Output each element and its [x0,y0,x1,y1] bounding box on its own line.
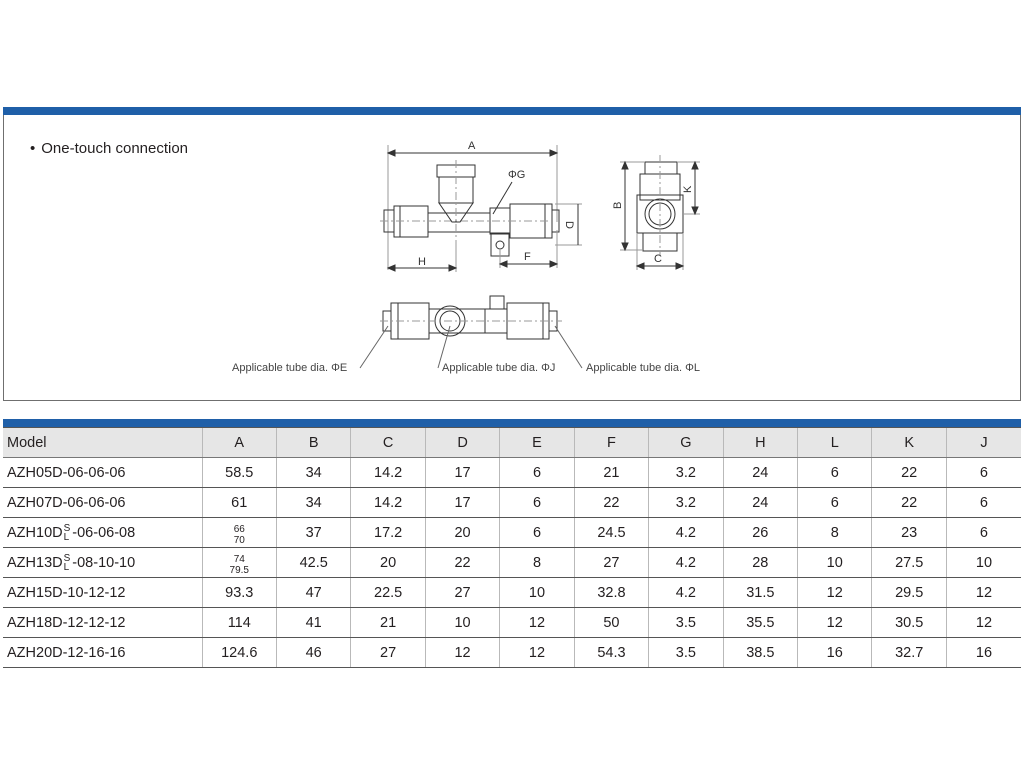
cell-b: 34 [276,488,350,518]
dim-g-label: ΦG [508,169,526,181]
dim-f-label: F [524,251,531,263]
col-header: F [574,428,648,458]
cell-k: 32.7 [872,638,946,668]
cell-d: 27 [425,578,499,608]
cell-d: 17 [425,488,499,518]
cell-j: 6 [946,488,1021,518]
model-cell [3,518,202,548]
cell-d: 10 [425,608,499,638]
cell-j: 12 [946,608,1021,638]
callout-e: Applicable tube dia. ΦE [232,362,348,374]
cell-a: 124.6 [202,638,276,668]
cell-k: 22 [872,488,946,518]
cell-e: 6 [500,518,574,548]
cell-l: 16 [798,638,872,668]
model-suffix: -06-06-08 [72,524,136,541]
cell-f: 24.5 [574,518,648,548]
table-row [3,458,1021,488]
table-row [3,608,1021,638]
dim-k-label: K [682,185,694,193]
cell-b: 41 [276,608,350,638]
cell-f: 21 [574,458,648,488]
model-cell [3,488,202,518]
cell-f: 27 [574,548,648,578]
cell-h: 24 [723,458,797,488]
model-prefix: AZH15D-10-12-12 [7,584,126,601]
variant-s: S [63,522,71,534]
table-accent-bar [3,419,1021,427]
table-row [3,518,1021,548]
side-view [612,155,700,270]
model-cell [3,458,202,488]
cell-l: 10 [798,548,872,578]
a-value-s: 66 [233,523,245,535]
cell-f: 22 [574,488,648,518]
cell-f: 54.3 [574,638,648,668]
cell-d: 22 [425,548,499,578]
col-header: J [946,428,1021,458]
cell-c: 22.5 [351,578,425,608]
cell-c: 14.2 [351,458,425,488]
dimension-table [3,427,1021,668]
cell-c: 14.2 [351,488,425,518]
table-row [3,488,1021,518]
cell-a: 114 [202,608,276,638]
a-value-s: 74 [233,553,245,565]
model-prefix: AZH07D-06-06-06 [7,494,126,511]
dim-h-label: H [418,256,426,268]
model-cell [3,578,202,608]
cell-f: 32.8 [574,578,648,608]
col-header: D [425,428,499,458]
table-row [3,578,1021,608]
col-header: B [276,428,350,458]
cell-k: 30.5 [872,608,946,638]
variant-s: S [63,552,71,564]
cell-f: 50 [574,608,648,638]
model-cell [3,548,202,578]
cell-l: 6 [798,458,872,488]
cell-e: 6 [500,458,574,488]
cell-c: 20 [351,548,425,578]
model-prefix: AZH05D-06-06-06 [7,464,126,481]
cell-j: 6 [946,518,1021,548]
col-header: Model [3,428,202,458]
cell-c: 27 [351,638,425,668]
cell-g: 4.2 [649,548,723,578]
cell-k: 23 [872,518,946,548]
col-header: A [202,428,276,458]
cell-e: 8 [500,548,574,578]
model-cell [3,608,202,638]
model-prefix: AZH20D-12-16-16 [7,644,126,661]
cell-h: 38.5 [723,638,797,668]
cell-g: 4.2 [649,518,723,548]
cell-g: 3.2 [649,458,723,488]
variant-l: L [63,561,70,573]
cell-j: 12 [946,578,1021,608]
model-prefix: AZH18D-12-12-12 [7,614,126,631]
cell-d: 12 [425,638,499,668]
cell-e: 12 [500,638,574,668]
cell-e: 10 [500,578,574,608]
cell-l: 8 [798,518,872,548]
cell-e: 12 [500,608,574,638]
callout-j: Applicable tube dia. ΦJ [442,362,556,374]
table-header-row [3,428,1021,458]
cell-a [202,548,276,578]
callout-l: Applicable tube dia. ΦL [586,362,700,374]
col-header: G [649,428,723,458]
cell-g: 4.2 [649,578,723,608]
feature-bullet-text: One-touch connection [41,140,189,157]
cell-e: 6 [500,488,574,518]
cell-b: 42.5 [276,548,350,578]
cell-l: 6 [798,488,872,518]
a-value-l: 79.5 [229,564,249,576]
model-prefix: AZH13D [7,554,63,571]
col-header: H [723,428,797,458]
cell-c: 21 [351,608,425,638]
cell-h: 24 [723,488,797,518]
dim-c-label: C [654,253,662,265]
cell-g: 3.2 [649,488,723,518]
size-variant-marker [64,524,71,542]
size-variant-marker [64,554,71,572]
cell-b: 46 [276,638,350,668]
cell-j: 6 [946,458,1021,488]
cell-c: 17.2 [351,518,425,548]
a-variants [234,524,245,546]
model-cell [3,638,202,668]
cell-j: 10 [946,548,1021,578]
dim-d-label: D [563,221,575,229]
cell-l: 12 [798,578,872,608]
dim-a-label: A [468,140,476,152]
cell-a: 58.5 [202,458,276,488]
cell-k: 22 [872,458,946,488]
cell-b: 34 [276,458,350,488]
col-header: K [872,428,946,458]
a-variants [230,554,249,576]
variant-l: L [63,531,70,543]
table-body [3,458,1021,668]
cell-l: 12 [798,608,872,638]
cell-j: 16 [946,638,1021,668]
bullet-dot-icon: • [30,140,36,157]
cell-d: 17 [425,458,499,488]
a-value-l: 70 [233,534,245,546]
model-prefix: AZH10D [7,524,63,541]
col-header: E [500,428,574,458]
cell-g: 3.5 [649,638,723,668]
col-header: C [351,428,425,458]
cell-b: 37 [276,518,350,548]
model-suffix: -08-10-10 [72,554,136,571]
cell-a [202,518,276,548]
cell-k: 29.5 [872,578,946,608]
top-view [232,296,700,374]
cell-h: 35.5 [723,608,797,638]
cell-b: 47 [276,578,350,608]
cell-g: 3.5 [649,608,723,638]
cell-h: 31.5 [723,578,797,608]
cell-h: 26 [723,518,797,548]
front-view [380,140,582,272]
cell-d: 20 [425,518,499,548]
cell-a: 93.3 [202,578,276,608]
cell-a: 61 [202,488,276,518]
cell-h: 28 [723,548,797,578]
table-row [3,548,1021,578]
dim-b-label: B [612,201,624,209]
col-header: L [798,428,872,458]
cell-k: 27.5 [872,548,946,578]
table-row [3,638,1021,668]
